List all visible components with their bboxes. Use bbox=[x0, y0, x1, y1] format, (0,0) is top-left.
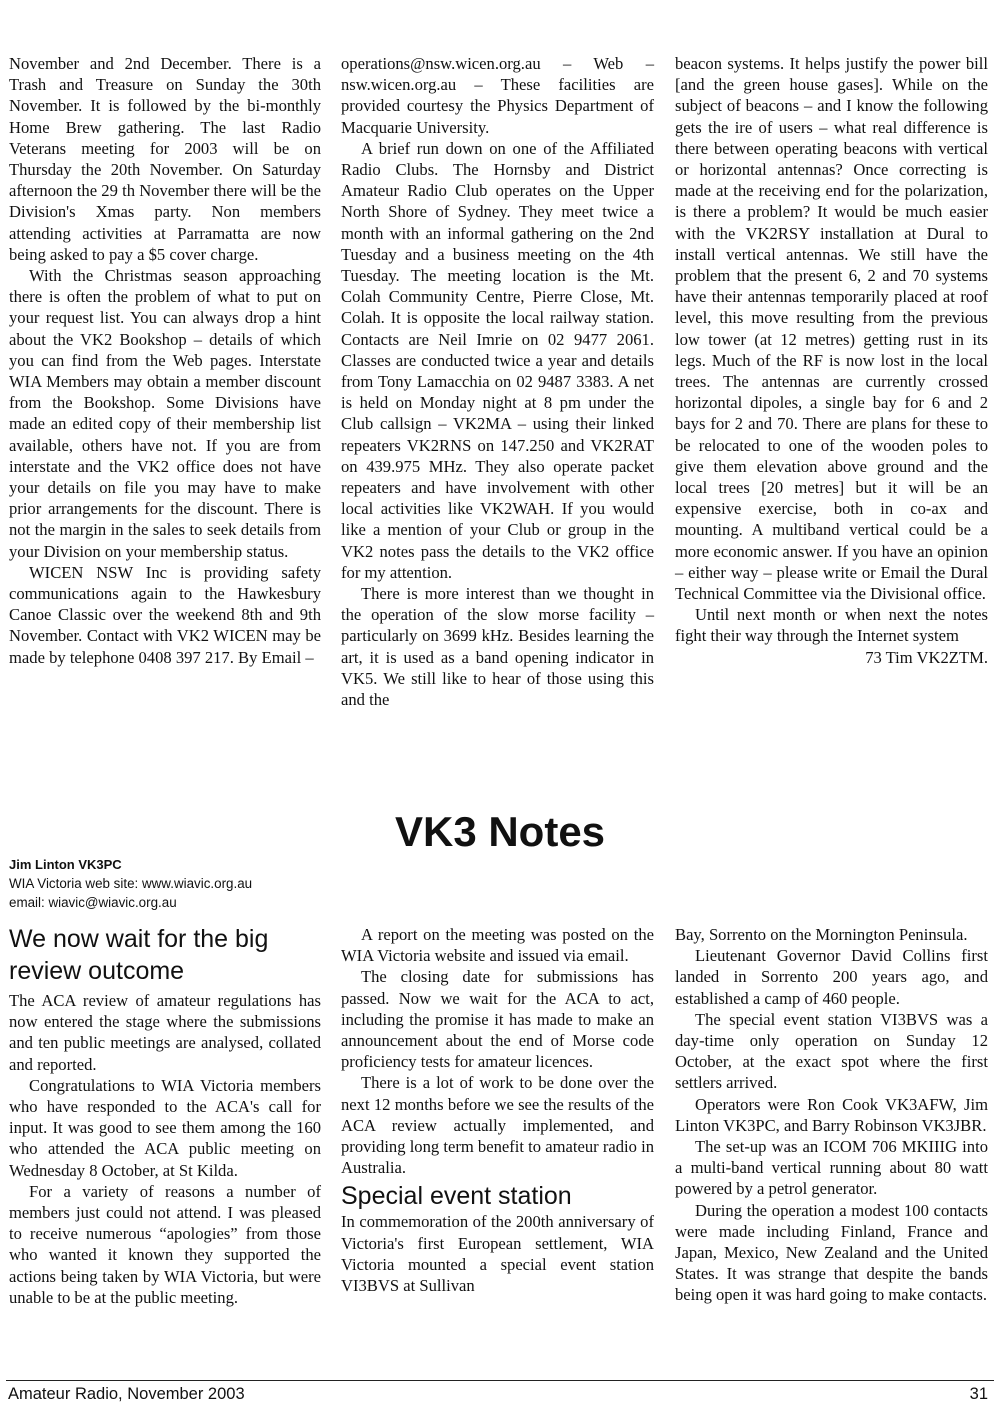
paragraph: A report on the meeting was posted on the WIA Victoria website and issued via email. bbox=[341, 925, 654, 966]
paragraph: There is a lot of work to be done over the next 12 months before we see the results of the ACA review actually implemented, and providing long term benefit to amateur radio in Australia. bbox=[341, 1073, 654, 1178]
vk2-notes-column-2 bbox=[341, 53, 654, 710]
paragraph: Lieutenant Governor David Collins first landed in Sorrento 200 years ago, and established a camp of 460 people. bbox=[675, 946, 988, 1008]
article-heading: We now wait for the big review outcome bbox=[9, 925, 269, 985]
paragraph: A brief run down on one of the Affiliated Radio Clubs. The Hornsby and District Amateur Radio Club operates on the Upper North Shore of Sydney. They meet twice a month with an informal gathering on the 2nd Tuesday and a business meeting on the 4th Tuesday. The meeting location is the Mt. Colah Community Centre, Pierre Close, Mt. Colah. It is opposite the local railway station. Contacts are Neil Imrie on 02 9477 2061. Classes are conducted twice a year and details from Tony Lamacchia on 02 9487 3383. A net is held on Monday night at 8 pm under the Club callsign – VK2MA – using their linked repeaters VK2RNS on 147.250 and VK2RAT on 439.975 MHz. They also operate packet repeaters and have involvement with other local activities like VK2WAH. If you would like a mention of your Club or group in the VK2 notes pass the details to the VK2 office for my attention. bbox=[341, 138, 654, 582]
paragraph: The closing date for submissions has passed. Now we wait for the ACA to act, including the promise it has made to make an announcement about the end of Morse code proficiency tests for amateur licences. bbox=[341, 967, 654, 1072]
paragraph: beacon systems. It helps justify the power bill [and the green house gases]. While on the subject of beacons – and I know the following gets the ire of users – what real difference is there between operating beacons with vertical or horizontal antennas? Once correcting is made at the receiving end for the polarization, is there a problem? It would be much easier with the VK2RSY installation at Dural to install vertical antennas. We still have the problem that the present 6, 2 and 70 systems have their antennas temporarily placed at roof level, this move resulting from the previous low tower (at 12 metres) getting rust in its legs. Much of the RF is now lost in the local trees. The antennas are currently crossed horizontal dipoles, a single bay for 6 and 2 bays for 2 and 70. There are plans for these to be relocated to one of the wooden poles to give them elevation above ground and the local trees [20 metres] but it will be an expensive exercise, both in co-ax and mounting. A multiband vertical could be a more economic answer. If you have an opinion – either way – please write or Email the Dural Technical Committee via the Divisional office. bbox=[675, 54, 988, 604]
vk3-notes-column-1 bbox=[9, 923, 321, 1308]
paragraph: Bay, Sorrento on the Mornington Peninsula. bbox=[675, 925, 968, 944]
paragraph: In commemoration of the 200th anniversary of Victoria's first European settlement, WIA Victoria mounted a special event station VI3BVS at Sullivan bbox=[341, 1212, 654, 1296]
vk3-notes-column-2 bbox=[341, 924, 654, 1296]
email-line: email: wiavic@wiavic.org.au bbox=[9, 895, 177, 910]
paragraph: November and 2nd December. There is a Trash and Treasure on Sunday the 30th November. It is followed by the bi-monthly Home Brew gathering. The last Radio Veterans meeting for 2003 will be on Thursday the 20th November. On Saturday afternoon the 29 th November there will be the Division's Xmas party. Non members attending activities at Parramatta are now being asked to pay a $5 cover charge. bbox=[9, 54, 321, 264]
author-name: Jim Linton VK3PC bbox=[9, 857, 122, 872]
vk2-notes-column-3 bbox=[675, 53, 988, 668]
paragraph: With the Christmas season approaching there is often the problem of what to put on your request list. You can always drop a hint about the VK2 Bookshop – details of which you can find from the Web pages. Interstate WIA Members may obtain a member discount from the Bookshop. Some Divisions have made an edited copy of their membership list available, others have not. If you are from interstate and the VK2 office does not have your details on file you may have to make prior arrangements for the discount. There is not the margin in the sales to seek details from your Division on your membership status. bbox=[9, 266, 321, 561]
paragraph: operations@nsw.wicen.org.au – Web – nsw.wicen.org.au – These facilities are provided courtesy the Physics Department of Macquarie University. bbox=[341, 54, 654, 137]
publication-title: Amateur Radio, November 2003 bbox=[8, 1385, 245, 1403]
section-title: VK3 Notes bbox=[394, 808, 606, 855]
paragraph: For a variety of reasons a number of members just could not attend. I was pleased to receive numerous “apologies” from those who wanted it known they supported the actions being taken by WIA Victoria, but were unable to be at the public meeting. bbox=[9, 1181, 321, 1307]
paragraph: Congratulations to WIA Victoria members who have responded to the ACA's call for input. It was good to see them among the 160 who attended the ACA public meeting on Wednesday 8 October, at St Kilda. bbox=[9, 1075, 321, 1180]
paragraph: WICEN NSW Inc is providing safety communications again to the Hawkesbury Canoe Classic over the weekend 8th and 9th November. Contact with VK2 WICEN may be made by telephone 0408 397 217. By Email – bbox=[9, 562, 321, 667]
paragraph: There is more interest than we thought in the operation of the slow morse facility – particularly on 3699 kHz. Besides learning the art, it is used as a band opening indicator in VK5. We still like to hear of those using this and the bbox=[341, 584, 654, 710]
vk3-notes-column-3 bbox=[675, 924, 988, 1306]
subsection-heading: Special event station bbox=[341, 1182, 572, 1211]
paragraph: The ACA review of amateur regulations has now entered the stage where the submissions and ten public meetings are analysed, collated and reported. bbox=[9, 991, 321, 1074]
footer-rule bbox=[6, 1380, 994, 1381]
paragraph: Until next month or when next the notes fight their way through the Internet system bbox=[675, 605, 988, 646]
byline bbox=[9, 855, 339, 912]
paragraph: Operators were Ron Cook VK3AFW, Jim Linton VK3PC, and Barry Robinson VK3JBR. bbox=[675, 1094, 988, 1135]
page-number: 31 bbox=[969, 1385, 988, 1403]
website-line: WIA Victoria web site: www.wiavic.org.au bbox=[9, 876, 253, 891]
vk2-notes-column-1 bbox=[9, 53, 321, 668]
paragraph: During the operation a modest 100 contacts were made including Finland, France and Japan, Mexico, New Zealand and the United States. It was strange that despite the bands being open it was hard going to make contacts. bbox=[675, 1200, 988, 1305]
signoff: 73 Tim VK2ZTM. bbox=[865, 647, 988, 667]
paragraph: The set-up was an ICOM 706 MKIIIG into a multi-band vertical running about 80 watt powered by a petrol generator. bbox=[675, 1137, 988, 1199]
paragraph: The special event station VI3BVS was a day-time only operation on Sunday 12 October, at the exact spot where the first settlers arrived. bbox=[675, 1009, 988, 1093]
